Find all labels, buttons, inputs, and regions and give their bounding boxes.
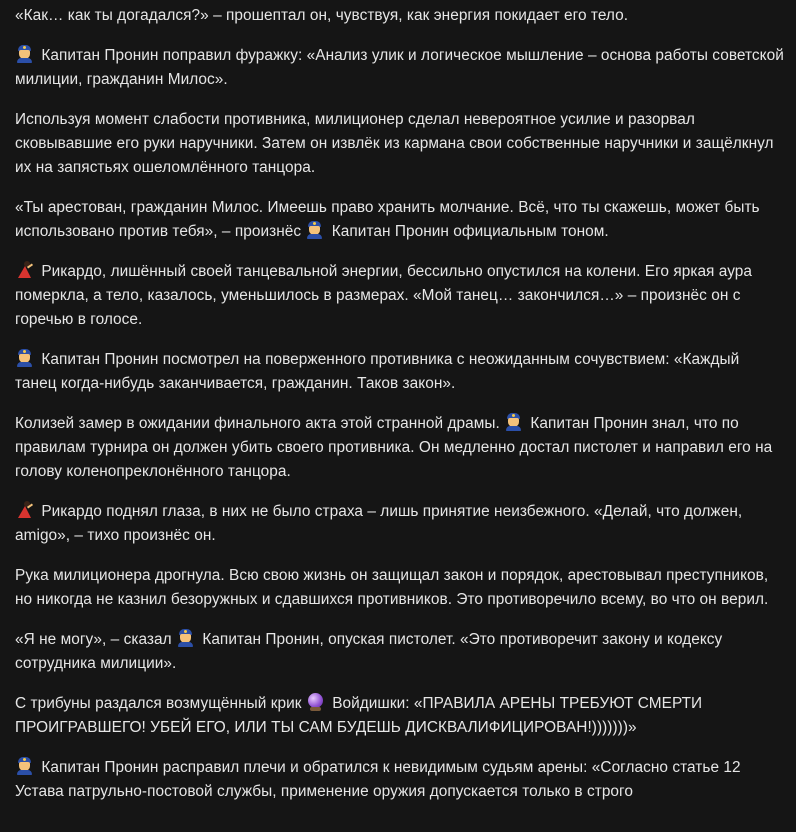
story-paragraph — [15, 564, 785, 612]
story-paragraph — [15, 4, 785, 28]
paragraph-text: Капитан Пронин поправил фуражку: «Анализ улик и логическое мышление – основа работы советской милиции, гражданин Милос». — [15, 47, 784, 88]
police-officer-icon — [15, 757, 34, 775]
paragraph-text: Капитан Пронин расправил плечи и обратился к невидимым судьям арены: «Согласно статье 12 Устава патрульно-постовой службы, применение оружия допускается только в строго — [15, 759, 741, 800]
story-text — [15, 4, 785, 820]
paragraph-text: «Как… как ты догадался?» – прошептал он, чувствуя, как энергия покидает его тело. — [15, 7, 629, 24]
dancer-icon — [15, 501, 34, 519]
paragraph-text-continued: Войдишки: «ПРАВИЛА АРЕНЫ ТРЕБУЮТ СМЕРТИ ПРОИГРАВШЕГО! УБЕЙ ЕГО, ИЛИ ТЫ САМ БУДЕШЬ ДИСКВАЛИФИЦИРОВАН!)))))))» — [15, 695, 703, 736]
dancer-icon — [15, 261, 34, 279]
police-officer-icon — [504, 413, 523, 431]
paragraph-text: Рука милиционера дрогнула. Всю свою жизнь он защищал закон и порядок, арестовывал преступников, но никогда не казнил безоружных и сдавшихся противников. Это противоречило всему, во что он верил. — [15, 567, 769, 608]
story-paragraph — [15, 108, 785, 180]
paragraph-text: С трибуны раздался возмущённый крик — [15, 695, 302, 712]
paragraph-text: Используя момент слабости противника, милиционер сделал невероятное усилие и разорвал сковывавшие его руки наручники. Затем он извлёк из кармана свои собственные наручники и защёлкнул их на запястьях ошеломлённого танцора. — [15, 111, 774, 176]
paragraph-text: Рикардо, лишённый своей танцевальной энергии, бессильно опустился на колени. Его яркая аура померкла, а тело, казалось, уменьшилось в размерах. «Мой танец… закончился…» – произнёс он с горечью в голосе. — [15, 263, 752, 328]
paragraph-text: «Ты арестован, гражданин Милос. Имеешь право хранить молчание. Всё, что ты скажешь, может быть использовано против тебя», – произнёс — [15, 199, 760, 240]
police-officer-icon — [15, 45, 34, 63]
story-paragraph — [15, 628, 785, 676]
paragraph-text: Колизей замер в ожидании финального акта этой странной драмы. — [15, 415, 500, 432]
story-paragraph — [15, 196, 785, 244]
story-paragraph — [15, 756, 785, 804]
story-paragraph — [15, 348, 785, 396]
police-officer-icon — [176, 629, 195, 647]
paragraph-text-continued: Капитан Пронин, опуская пистолет. «Это противоречит закону и кодексу сотрудника милиции». — [15, 631, 723, 672]
story-paragraph — [15, 692, 785, 740]
paragraph-text: «Я не могу», – сказал — [15, 631, 172, 648]
story-paragraph — [15, 412, 785, 484]
story-paragraph — [15, 500, 785, 548]
paragraph-text-continued: Капитан Пронин официальным тоном. — [331, 223, 609, 240]
paragraph-text: Капитан Пронин посмотрел на поверженного противника с неожиданным сочувствием: «Каждый танец когда-нибудь заканчивается, гражданин. Таков закон». — [15, 351, 740, 392]
story-paragraph — [15, 260, 785, 332]
story-paragraph — [15, 44, 785, 92]
crystal-ball-icon — [306, 693, 325, 711]
police-officer-icon — [305, 221, 324, 239]
police-officer-icon — [15, 349, 34, 367]
paragraph-text-continued: Капитан Пронин знал, что по правилам турнира он должен убить своего противника. Он медленно достал пистолет и направил его на голову коленопреклонённого танцора. — [15, 415, 773, 480]
paragraph-text: Рикардо поднял глаза, в них не было страха – лишь принятие неизбежного. «Делай, что должен, amigo», – тихо произнёс он. — [15, 503, 743, 544]
